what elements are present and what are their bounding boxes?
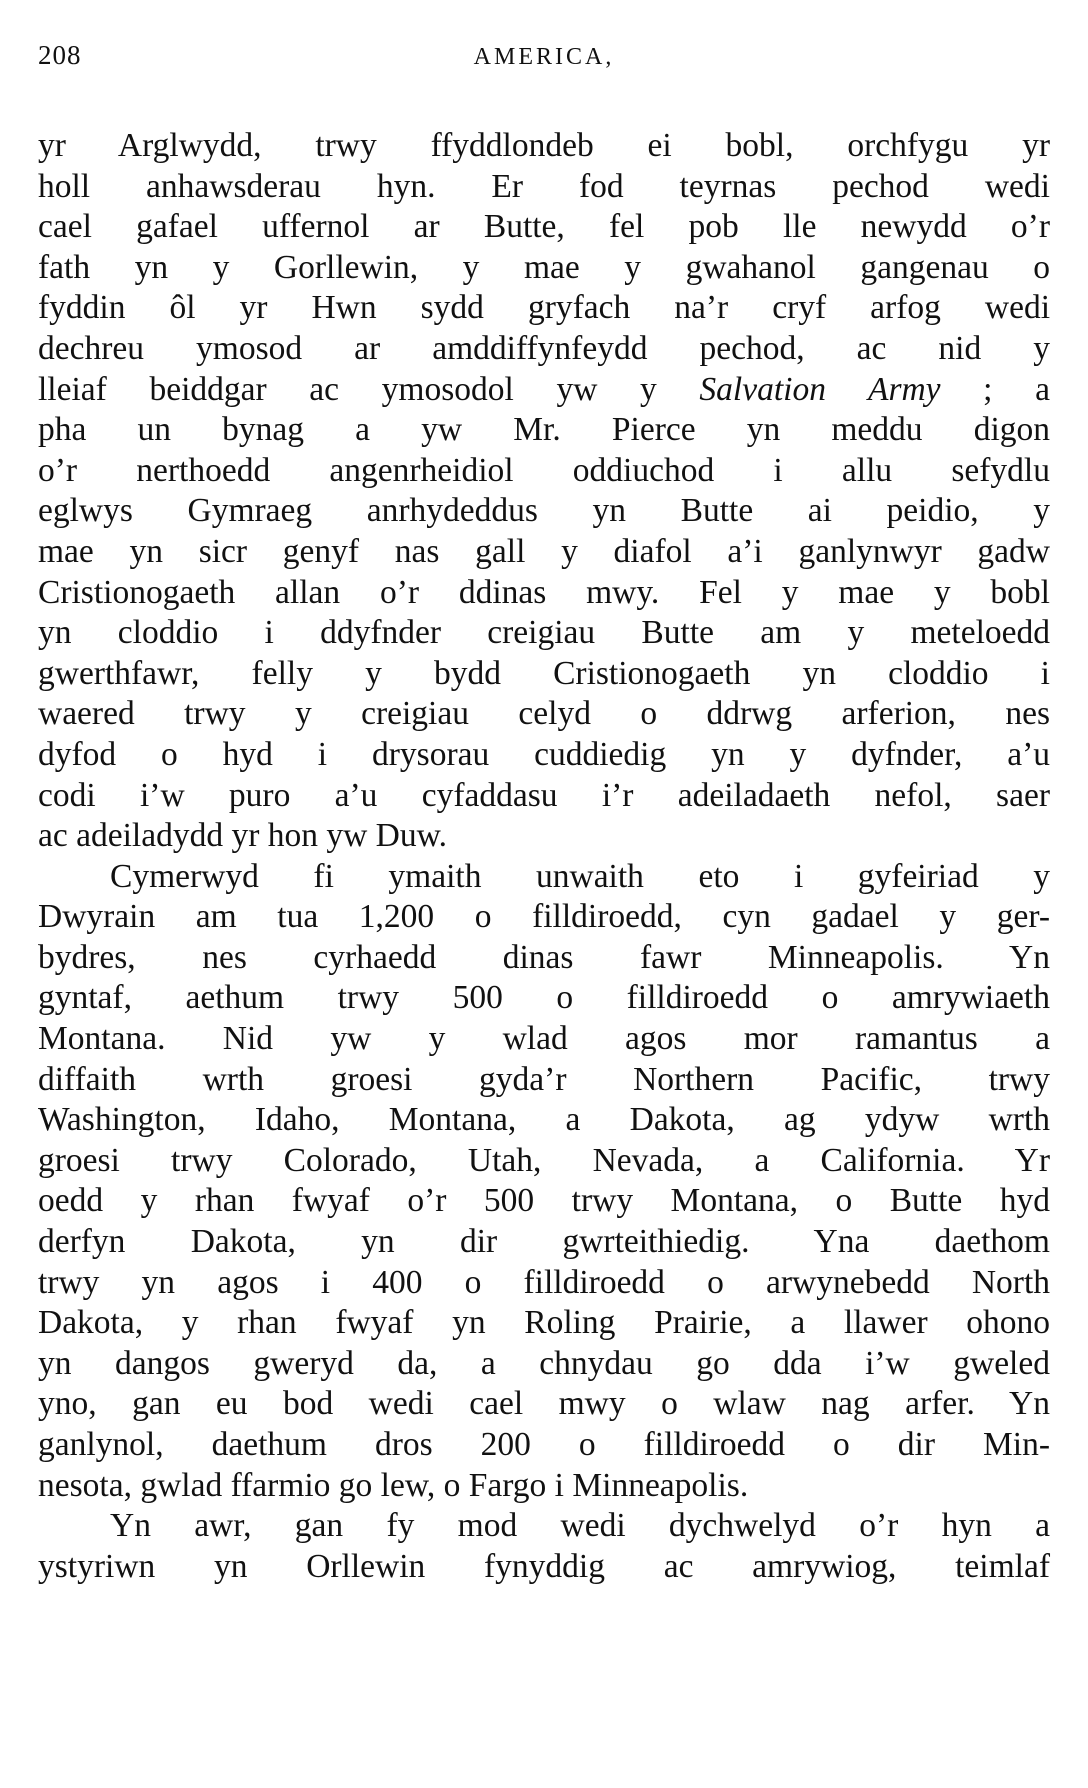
text-line: ganlynol, daethum dros 200 o filldiroedd o dir Min- <box>38 1426 1050 1463</box>
text-line: fath yn y Gorllewin, y mae y gwahanol gangenau o <box>38 248 1050 286</box>
running-head <box>38 40 1050 84</box>
paragraph-3 <box>38 1506 1050 1587</box>
text-line: holl anhawsderau hyn. Er fod teyrnas pechod wedi <box>38 167 1050 205</box>
body-text <box>38 126 1050 1587</box>
text-line: Washington, Idaho, Montana, a Dakota, ag ydyw wrth <box>38 1101 1050 1139</box>
text-line: gwerthfawr, felly y bydd Cristionogaeth yn cloddio i <box>38 654 1050 692</box>
text-line: waered trwy y creigiau celyd o ddrwg arferion, nes <box>38 695 1050 733</box>
text-line: codi i’w puro a’u cyfaddasu i’r adeiladaeth nefol, saer <box>38 776 1050 814</box>
book-page <box>38 40 1050 1587</box>
text-line: yr Arglwydd, trwy ffyddlondeb ei bobl, orchfygu yr <box>38 127 1050 164</box>
text-line: derfyn Dakota, yn dir gwrteithiedig. Yna daethom <box>38 1223 1050 1261</box>
page-number: 208 <box>38 40 82 70</box>
text-line: Cymerwyd fi ymaith unwaith eto i gyfeiriad y <box>110 857 1050 895</box>
text-line: bydres, nes cyrhaedd dinas fawr Minneapolis. Yn <box>38 938 1050 976</box>
text-line: Montana. Nid yw y wlad agos mor ramantus a <box>38 1020 1050 1058</box>
text-line: groesi trwy Colorado, Utah, Nevada, a California. Yr <box>38 1141 1050 1179</box>
text-line: Dakota, y rhan fwyaf yn Roling Prairie, a llawer ohono <box>38 1304 1050 1342</box>
text-line: Cristionogaeth allan o’r ddinas mwy. Fel y mae y bobl <box>38 573 1050 611</box>
text-line: ac adeiladydd yr hon yw Duw. <box>38 817 448 855</box>
text-line: ystyriwn yn Orllewin fynyddig ac amrywiog, teimlaf <box>38 1547 1050 1585</box>
text-line: gyntaf, aethum trwy 500 o filldiroedd o amrywiaeth <box>38 979 1050 1017</box>
paragraph-2 <box>38 857 1050 1507</box>
text-line: yno, gan eu bod wedi cael mwy o wlaw nag arfer. Yn <box>38 1385 1050 1423</box>
text-line: cael gafael uffernol ar Butte, fel pob lle newydd o’r <box>38 208 1050 246</box>
running-title: AMERICA, <box>473 44 615 70</box>
text-line: eglwys Gymraeg anrhydeddus yn Butte ai peidio, y <box>38 492 1050 530</box>
text-line: yn dangos gweryd da, a chnydau go dda i’w gweled <box>38 1344 1050 1382</box>
text-line: Dwyrain am tua 1,200 o filldiroedd, cyn gadael y ger- <box>38 898 1050 936</box>
text-line: trwy yn agos i 400 o filldiroedd o arwynebedd North <box>38 1263 1050 1301</box>
text-line: dyfod o hyd i drysorau cuddiedig yn y dyfnder, a’u <box>38 735 1050 773</box>
text-line: diffaith wrth groesi gyda’r Northern Pacific, trwy <box>38 1060 1050 1098</box>
text-line: fyddin ôl yr Hwn sydd gryfach na’r cryf arfog wedi <box>38 289 1050 327</box>
text-line: yn cloddio i ddyfnder creigiau Butte am y meteloedd <box>38 614 1050 652</box>
text-line: Yn awr, gan fy mod wedi dychwelyd o’r hyn a <box>110 1507 1050 1545</box>
text-line-with-italic: lleiaf beiddgar ac ymosodol yw y Salvation Army ; a <box>38 370 1050 408</box>
text-line: nesota, gwlad ffarmio go lew, o Fargo i Minneapolis. <box>38 1466 749 1504</box>
text-line: mae yn sicr genyf nas gall y diafol a’i ganlynwyr gadw <box>38 532 1050 570</box>
text-line: dechreu ymosod ar amddiffynfeydd pechod, ac nid y <box>38 329 1050 367</box>
paragraph-1 <box>38 126 1050 857</box>
text-line: o’r nerthoedd angenrheidiol oddiuchod i allu sefydlu <box>38 451 1050 489</box>
text-line: oedd y rhan fwyaf o’r 500 trwy Montana, o Butte hyd <box>38 1182 1050 1220</box>
text-line: pha un bynag a yw Mr. Pierce yn meddu digon <box>38 411 1050 449</box>
